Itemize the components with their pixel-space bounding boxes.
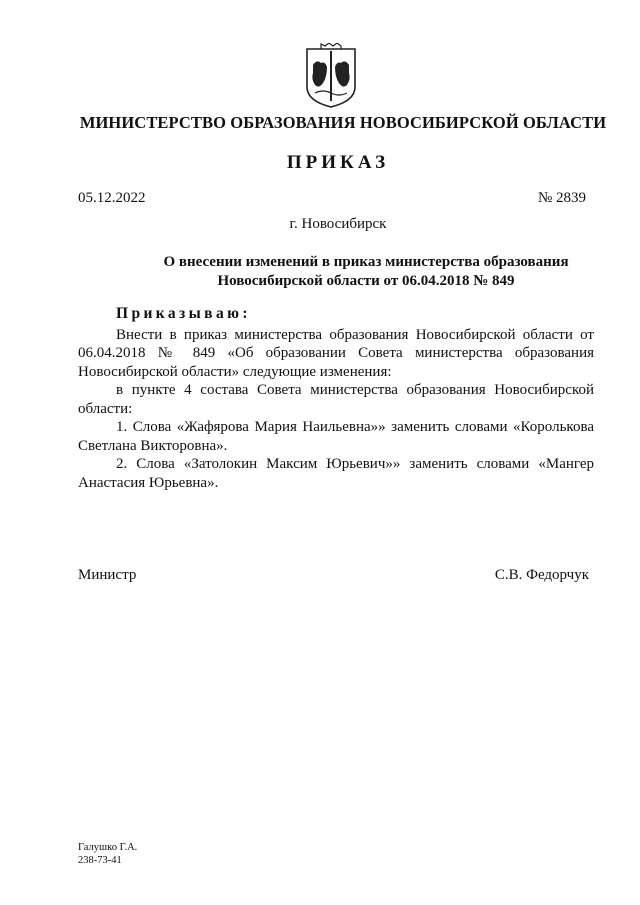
ministry-title: МИНИСТЕРСТВО ОБРАЗОВАНИЯ НОВОСИБИРСКОЙ ОБЛАСТИ xyxy=(79,113,607,132)
document-date: 05.12.2022 xyxy=(78,190,146,206)
coat-of-arms-icon xyxy=(303,43,359,109)
executor-name: Галушко Г.А. xyxy=(78,842,138,853)
document-subject xyxy=(96,253,636,291)
signatory-title: Министр xyxy=(78,567,137,583)
body-paragraph: 2. Слова «Затолокин Максим Юрьевич»» заменить словами «Мангер Анастасия Юрьевна». xyxy=(78,456,594,491)
subject-line: О внесении изменений в приказ министерства образования xyxy=(163,254,569,270)
executor-info xyxy=(78,841,137,867)
signatory-name: С.В. Федорчук xyxy=(494,567,589,583)
document-number: № 2839 xyxy=(537,190,586,206)
document-city: г. Новосибирск xyxy=(289,216,387,232)
document-body xyxy=(78,305,594,492)
body-paragraph: 1. Слова «Жафярова Мария Наильевна»» заменить словами «Королькова Светлана Викторовна». xyxy=(78,419,594,454)
subject-line: Новосибирской области от 06.04.2018 № 849 xyxy=(217,273,515,289)
executor-phone: 238-73-41 xyxy=(78,855,122,866)
document-type: ПРИКАЗ xyxy=(286,152,390,173)
order-word: Приказываю: xyxy=(116,305,251,322)
body-paragraph: в пункте 4 состава Совета министерства образования Новосибирской области: xyxy=(78,382,594,417)
body-paragraph: Внести в приказ министерства образования Новосибирской области от 06.04.2018 № 849 «Об образовании Совета министерства образования Новосибирской области» следующие изменения: xyxy=(78,326,594,380)
